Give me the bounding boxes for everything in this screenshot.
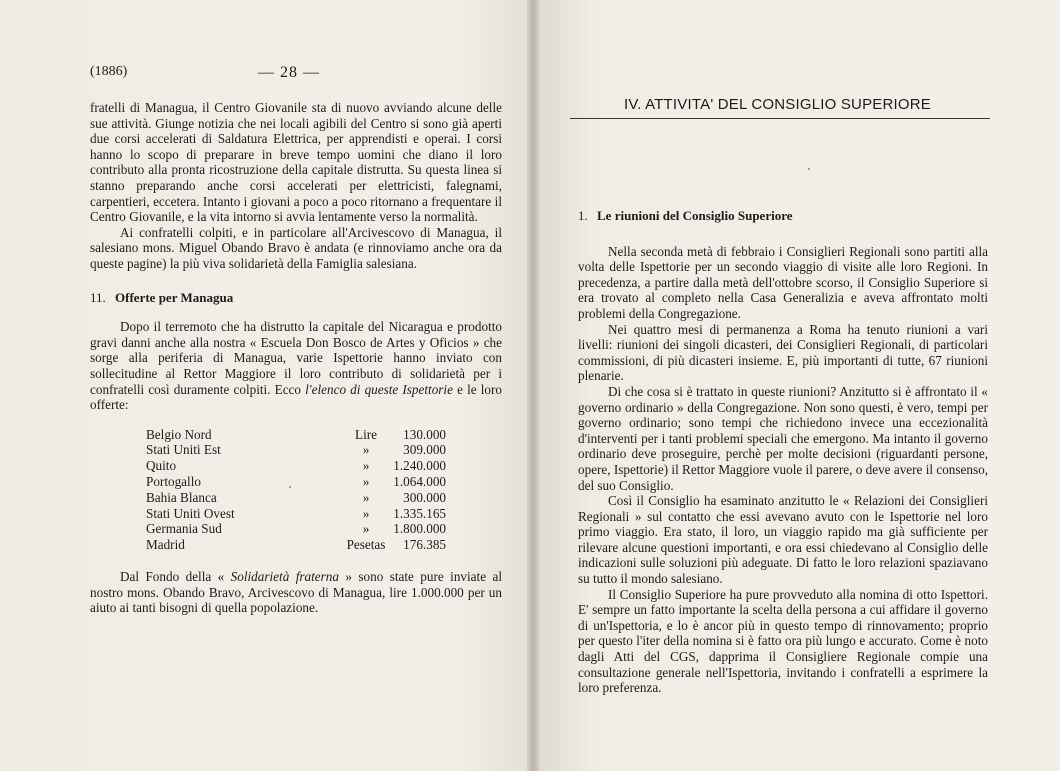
offer-country: Portogallo [146,474,201,490]
offer-unit: » [362,521,370,537]
emphasis-text: Solidarietà fraterna [230,569,339,585]
offer-amount: 1.064.000 [393,474,446,490]
paper-speck [808,168,810,170]
offer-row [146,458,446,474]
offer-unit: Lire [355,426,377,442]
chapter-divider [570,118,990,119]
paragraph [90,319,502,413]
offer-unit: Pesetas [346,537,386,553]
paragraph: Di che cosa si è trattato in queste riunioni? Anzitutto si è affrontato il « governo ordinario » della Congregazione. Non sono questi, è vero, tempi per governo ordinario; sono tempi che richiedono invece una eccezionalità d'interventi per i tanti problemi speciali che emergono. Ma intanto il governo ordinario deve proseguire, perchè per molte decisioni (riguardanti persone, opere, Ispettorie) il Rettor Maggiore vuole il parere, o deve avere il consenso, del suo Consiglio. [578,383,988,493]
offer-unit: » [362,442,370,458]
offer-country: Quito [146,458,177,474]
right-page-body [578,208,988,696]
section-number: 1. [578,208,588,223]
paragraph: Nella seconda metà di febbraio i Consiglieri Regionali sono partiti alla volta delle Ispettorie per un secondo viaggio di visite alle loro Regioni. In precedenza, a partire dalla metà dell'ottobre scorso, il Consiglio Superiore si era trovato al completo nella Casa Generalizia e aveva affrontato molti problemi della Congregazione. [578,243,988,321]
section-heading [578,208,988,224]
paragraph: Nei quattro mesi di permanenza a Roma ha tenuto riunioni a vari livelli: riunioni dei singoli dicasteri, dei Consiglieri Regionali, di particolari commissioni, di più dicasteri insieme. E, più importanti di tutte, 67 riunioni plenarie. [578,321,988,384]
section-title: Offerte per Managua [115,289,234,305]
chapter-title: IV. ATTIVITA' DEL CONSIGLIO SUPERIORE [624,96,932,113]
paragraph: fratelli di Managua, il Centro Giovanile sta di nuovo avviando alcune delle sue attività. Giunge notizia che nei locali agibili del Centro si sono già aperti due corsi accelerati di Saldatura Elettrica, per apprendisti e operai. I corsi hanno lo scopo di preparare in breve tempo uomini che diano il loro contributo alla pronta ricostruzione della capitale distrutta. Su questa linea si stanno preparando anche corsi accelerati per elettricisti, falegnami, carpentieri, eccetera. Intanto i giovani a poco a poco ritornano a frequentare il Centro Giovanile, e la vita intorno si avvia lentamente verso la normalità. [90,100,502,225]
offer-amount: 176.385 [403,537,446,553]
offer-amount: 1.800.000 [393,521,446,537]
page-year: (1886) [90,64,128,79]
offer-country: Bahia Blanca [146,489,217,505]
offer-unit: » [362,474,370,490]
emphasis-text: l'elenco di queste Ispettorie [305,381,453,397]
offer-row [146,506,446,522]
paragraph-text: » sono state pure inviate al nostro mons. Obando Bravo, Arcivescovo di Managua, lire 1.000.000 per un aiuto ai tanti bisogni di quella popolazione. [90,569,502,616]
offer-row [146,521,446,537]
offer-country: Stati Uniti Est [146,442,221,458]
paper-speck [289,486,291,488]
offer-amount: 1.335.165 [393,505,446,521]
offer-country: Madrid [146,537,185,553]
paragraph-text: Dopo il terremoto che ha distrutto la capitale del Nicaragua e prodotto gravi danni anche alla nostra « Escuela Don Bosco de Artes y Oficios » che sorge alla periferia di Managua, varie Ispettorie hanno inviato con sollecitudine al Rettor Maggiore il loro contributo di solidarietà per i confratelli così duramente colpiti. Ecco [90,319,502,397]
offer-unit: » [362,489,370,505]
left-page-body [90,100,502,616]
paragraph-text: e le loro offerte: [90,381,502,413]
offers-list [146,427,446,553]
offer-amount: 300.000 [403,489,446,505]
offer-unit: » [362,505,370,521]
paragraph [90,569,502,616]
offer-amount: 130.000 [403,426,446,442]
offer-country: Stati Uniti Ovest [146,505,235,521]
section-number: 11. [90,289,106,305]
paragraph-text: Dal Fondo della « [120,569,231,585]
section-title: Le riunioni del Consiglio Superiore [597,208,793,223]
book-gutter [527,0,539,771]
offer-row [146,427,446,443]
page-number: — 28 — [258,64,320,81]
offer-row [146,490,446,506]
offer-amount: 1.240.000 [393,458,446,474]
offer-row [146,474,446,490]
offer-country: Germania Sud [146,521,222,537]
paragraph: Ai confratelli colpiti, e in particolare all'Arcivescovo di Managua, il salesiano mons. Miguel Obando Bravo è andata (e rinnoviamo anche ora da queste pagine) la più viva solidarietà della Famiglia salesiana. [90,224,502,271]
offer-row [146,537,446,553]
paragraph: Così il Consiglio ha esaminato anzitutto le « Relazioni dei Consiglieri Regionali » sul contatto che essi avevano avuto con le Ispettorie nel loro primo viaggio. Era stato, il loro, un viaggio rapido ma già sufficiente per rilevare alcune questioni importanti, e ora essi chiedevano al Consiglio delle indicazioni sulle soluzioni più adeguate. Di fatto le loro relazioni spaziavano su tutto il mondo salesiano. [578,493,988,587]
offer-unit: » [362,458,370,474]
offer-row [146,442,446,458]
offer-amount: 309.000 [403,442,446,458]
paragraph: Il Consiglio Superiore ha pure provveduto alla nomina di otto Ispettori. E' sempre un fatto importante la scelta della persona a cui affidare il governo di un'Ispettoria, e lo è ancor più in questo tempo di rinnovamento; proprio per questo l'iter della nomina si è fatto ora più lungo e accurato. Come è noto dagli Atti del CGS, dapprima il Consigliere Regionale compie una consultazione generale nell'Ispettoria, invitando i confratelli a esprimere la loro preferenza. [578,586,988,696]
offer-country: Belgio Nord [146,426,212,442]
section-heading [90,290,502,306]
